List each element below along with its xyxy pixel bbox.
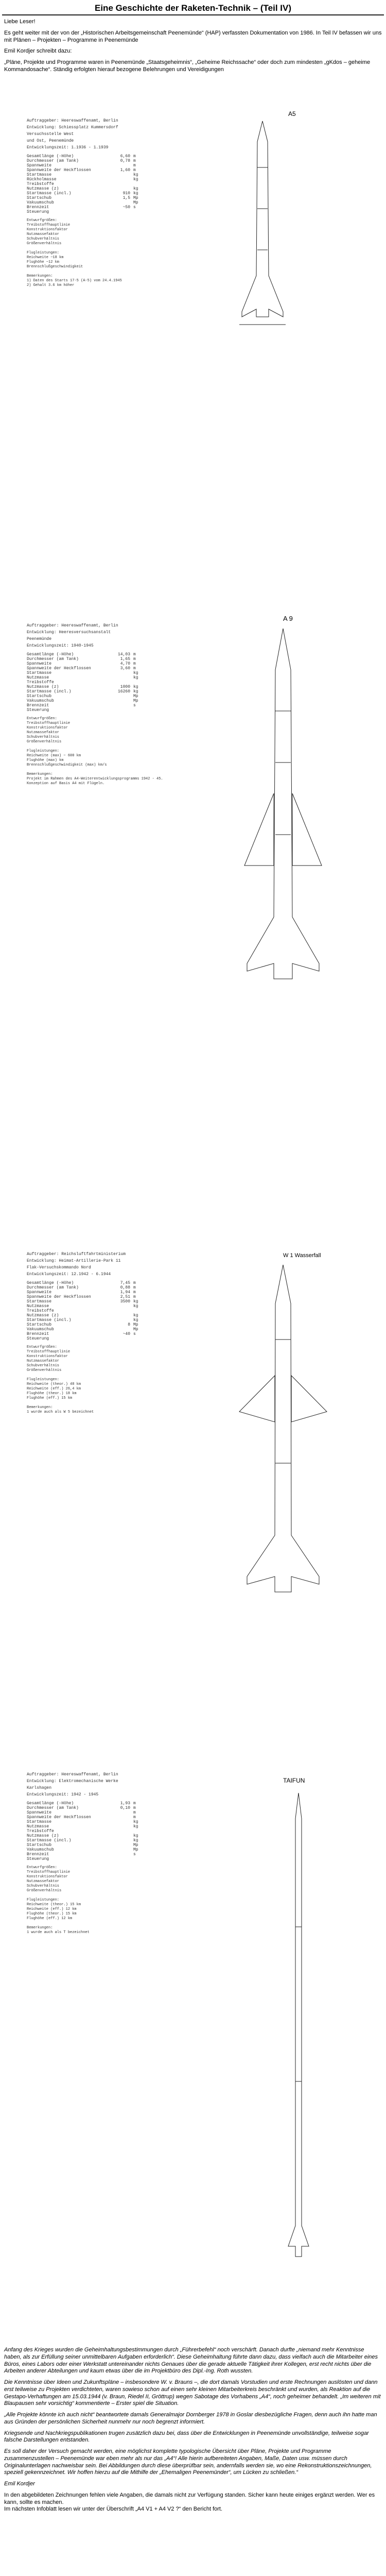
spec-value — [102, 1838, 130, 1843]
spec-value: ~40 — [122, 1332, 130, 1336]
spec-key: Gesamtlänge (-Höhe) — [27, 1801, 74, 1806]
spec-unit: kg — [133, 1299, 138, 1304]
note-line: Brennschlußgeschwindigkeit (max) km/s — [27, 763, 107, 767]
spec-key: Durchmesser (am Tank) — [27, 1806, 79, 1810]
spec-value: 3,60 — [120, 666, 130, 671]
spec-unit: m — [133, 159, 136, 163]
outro-signature: Emil Kordjer — [4, 2481, 35, 2487]
spec-value — [102, 1829, 130, 1834]
spec-unit: kg — [133, 191, 138, 196]
spec-key: Nutzmasse (z) — [27, 1313, 59, 1318]
sheet-subheading: Entwicklung: Heeresversuchsanstalt — [27, 630, 111, 635]
spec-unit: kg — [133, 689, 138, 694]
spec-unit: m — [133, 662, 136, 666]
spec-key: Treibstoffe — [27, 182, 54, 187]
spec-key: Nutzmasse (z) — [27, 187, 59, 191]
spec-key: Brennzeit — [27, 1852, 49, 1857]
note-line: Projekt im Rahmen des A4-Weiterentwicklungsprogramms 1942 - 45. — [27, 777, 163, 781]
spec-value: 8 — [128, 1323, 130, 1327]
spec-value: 2,51 — [120, 1295, 130, 1299]
spec-value — [102, 1309, 130, 1313]
spec-unit: m — [133, 163, 136, 168]
spec-unit: s — [133, 1332, 136, 1336]
spec-unit: kg — [133, 685, 138, 689]
note-line: Flugleistungen: — [27, 749, 60, 753]
spec-key: Nutzmasse (z) — [27, 1834, 59, 1838]
note-line: 2) Gehalt 3.6 km höher — [27, 283, 75, 287]
spec-key: Durchmesser (am Tank) — [27, 657, 79, 662]
page-title: Eine Geschichte der Raketen-Technik – (Teil IV) — [2, 0, 384, 15]
spec-key: Startmasse — [27, 1299, 52, 1304]
spec-unit: kg — [133, 1820, 138, 1824]
rocket-drawing-a5 — [211, 106, 329, 343]
spec-key: Startmasse — [27, 173, 52, 177]
note-line: Größenverhältnis — [27, 1368, 62, 1372]
note-line: Reichweite (theor.) 48 km — [27, 1382, 81, 1386]
spec-key: Startmasse (incl.) — [27, 1838, 72, 1843]
sheet-subheading: Versuchsstelle West — [27, 132, 74, 137]
spec-value — [102, 1810, 130, 1815]
note-line: Entwurfgrößen: — [27, 218, 57, 223]
note-line: Bemerkungen: — [27, 274, 53, 278]
spec-key: Nutzmasse — [27, 1824, 49, 1829]
spec-key: Startmasse (incl.) — [27, 191, 72, 196]
spec-value — [102, 200, 130, 205]
spec-key: Spannweite der Heckflossen — [27, 666, 91, 671]
note-line: Schubverhältnis — [27, 237, 60, 241]
spec-key: Startmasse — [27, 1820, 52, 1824]
spec-value — [102, 182, 130, 187]
spec-unit: kg — [133, 671, 138, 675]
sheet-subheading: Entwicklungszeit: 1940-1945 — [27, 643, 94, 648]
spec-unit: Mp — [133, 200, 138, 205]
sheet-heading: Auftraggeber: Heereswaffenamt, Berlin — [27, 1772, 118, 1777]
note-line: Treibstoffhauptlinie — [27, 223, 71, 227]
note-line: Nutzmassefaktor — [27, 232, 60, 236]
spec-value: 1000 — [120, 685, 130, 689]
spec-value — [102, 694, 130, 699]
rocket-label: A5 — [288, 110, 296, 117]
spec-value — [102, 163, 130, 168]
spec-unit: s — [133, 703, 136, 708]
note-line: Konzeption auf Basis A4 mit Flügeln. — [27, 782, 105, 786]
note-line: Größenverhältnis — [27, 740, 62, 744]
spec-value: 1,94 — [120, 1290, 130, 1295]
note-line: Flughöhe (eff.) 12 km — [27, 1917, 73, 1921]
spec-value: 1,60 — [120, 168, 130, 173]
note-line: Reichweite (eff.) 26,4 km — [27, 1387, 81, 1391]
rocket-drawing-wasserfall — [216, 1247, 350, 1607]
spec-value: 0,10 — [120, 1806, 130, 1810]
spec-value: 3500 — [120, 1299, 130, 1304]
spec-unit — [133, 1309, 149, 1313]
spec-value — [102, 703, 130, 708]
note-line: Entwurfgrößen: — [27, 717, 57, 721]
spec-key: Nutzmasse (z) — [27, 685, 59, 689]
spec-value — [102, 187, 130, 191]
spec-key: Spannweite der Heckflossen — [27, 168, 91, 173]
spec-unit: kg — [133, 1313, 138, 1318]
spec-unit: m — [133, 1801, 136, 1806]
spec-unit: m — [133, 168, 136, 173]
outro-paragraph: Es soll daher der Versuch gemacht werden, eine möglichst komplette typologische Übersicht über Pläne, Projekte und Programme zusammenzustellen – Peenemünde war eben mehr als nur das „A4“! Alle hierin aufbereiteten Angaben, Maße, Daten usw. müssen durch Originalunterlagen nachweisbar sein. Bei Abbildungen durch diese überprüfbar sein, andernfalls werden sie, wo eine Rekonstruktionszeichnungen, speziell gekennzeichnet. Wir hoffen hierzu auf die Mithilfe der „Ehemaligen Peenemünder“, um Lücken zu schließen.“ — [4, 2448, 372, 2476]
rocket-label: W 1 Wasserfall — [283, 1252, 321, 1259]
spec-value — [102, 1834, 130, 1838]
spec-value — [102, 1304, 130, 1309]
spec-unit: Mp — [133, 1848, 138, 1852]
outro-paragraph: Die Kenntnisse über Ideen und Zukunftspläne – insbesondere W. v. Brauns –, die dort damals Vorstudien und erste Rechnungen auslösten und dann erst teilweise zu Projekten verdichteten, waren sowieso schon auf einen sehr kleinen Mitarbeiterkreis beschränkt und wurden, als Reaktion auf die Gestapo-Verhaftungen am 15.03.1944 (v. Braun, Riedel II, Gröttrup) wegen Sabotage des Vorhabens „A4“, noch geheimer behandelt. „Im weiteren mit Blaupausen sehr vorsichtig“ kommentierte – Erster spiel die Situation. — [4, 2379, 381, 2407]
spec-key: Vakuumschub — [27, 699, 54, 703]
intro-paragraph: Es geht weiter mit der von der „Historischen Arbeitsgemeinschaft Peenemünde“ (HAP) verfassten Dokumentation von 1986. In Teil IV befassen wir uns mit Plänen – Projekten – Programme in Peenemünde — [4, 29, 382, 43]
spec-value — [102, 1815, 130, 1820]
spec-key: Brennzeit — [27, 703, 49, 708]
spec-key: Startmasse (incl.) — [27, 689, 72, 694]
spec-key: Vakuumschub — [27, 1327, 54, 1332]
spec-key: Startschub — [27, 1843, 52, 1848]
note-line: Flughöhe (theor.) 18 km — [27, 1392, 77, 1396]
note-line: Konstruktionsfaktor — [27, 1875, 68, 1879]
note-line: Schubverhältnis — [27, 1364, 60, 1368]
spec-unit: m — [133, 1815, 136, 1820]
spec-value — [102, 680, 130, 685]
sheet-subheading: Entwicklung: Schiessplatz Kummersdorf — [27, 125, 118, 130]
spec-unit: s — [133, 205, 136, 210]
spec-value: 14,03 — [117, 652, 130, 657]
note-line: Größenverhältnis — [27, 242, 62, 246]
spec-unit: m — [133, 666, 136, 671]
spec-key: Spannweite der Heckflossen — [27, 1295, 91, 1299]
intro-author-line: Emil Kordjer schreibt dazu: — [4, 48, 72, 55]
spec-unit: kg — [133, 187, 138, 191]
sheet-heading: Auftraggeber: Heereswaffenamt, Berlin — [27, 623, 118, 628]
spec-value — [102, 1336, 130, 1341]
spec-key: Gesamtlänge (-Höhe) — [27, 154, 74, 159]
spec-key: Spannweite — [27, 1290, 52, 1295]
note-line: Entwurfgrößen: — [27, 1866, 57, 1870]
rocket-label: A 9 — [283, 615, 293, 622]
footer-note: In den abgebildeten Zeichnungen fehlen viele Angaben, die damals nicht zur Verfügung standen. Sicher kann heute einiges ergänzt werden. Wer es kann, sollte es machen. Im nächsten Infoblatt lesen wir unter der Überschrift „A4 V1 + A4 V2 ?“ den Bericht fort. — [4, 2492, 375, 2513]
spec-key: Treibstoffe — [27, 1829, 54, 1834]
spec-key: Spannweite der Heckflossen — [27, 1815, 91, 1820]
note-line: Brennschlußgeschwindigkeit — [27, 265, 83, 269]
sheet-heading: Auftraggeber: Reichsluftfahrtministerium — [27, 1252, 126, 1257]
spec-value: 0,88 — [120, 1285, 130, 1290]
spec-value — [102, 1848, 130, 1852]
spec-value: 910 — [122, 191, 130, 196]
spec-value — [102, 1843, 130, 1848]
sheet-subheading: Flak-Versuchskommando Nord — [27, 1265, 91, 1270]
intro-section — [0, 15, 386, 81]
spec-unit: kg — [133, 675, 138, 680]
spec-key: Nutzmasse — [27, 675, 49, 680]
note-line: Schubverhältnis — [27, 1884, 60, 1888]
note-line: Konstruktionsfaktor — [27, 228, 68, 232]
spec-unit — [133, 1336, 149, 1341]
spec-unit: m — [133, 1290, 136, 1295]
sheet-subheading: Entwicklung: Heimat-Artillerie-Park 11 — [27, 1259, 121, 1263]
note-line: Flugleistungen: — [27, 251, 60, 255]
spec-unit — [133, 1857, 149, 1861]
spec-key: Durchmesser (am Tank) — [27, 1285, 79, 1290]
note-line: Flugleistungen: — [27, 1898, 60, 1902]
spec-key: Startmasse — [27, 671, 52, 675]
spec-unit: m — [133, 1285, 136, 1290]
spec-value — [102, 675, 130, 680]
spec-value — [102, 1824, 130, 1829]
spec-key: Startschub — [27, 196, 52, 200]
note-line: Reichweite (max) ~ 600 km — [27, 754, 81, 758]
note-line: Treibstoffhauptlinie — [27, 1870, 71, 1874]
spec-key: Brennzeit — [27, 1332, 49, 1336]
spec-unit: Mp — [133, 196, 138, 200]
note-line: 1 wurde auch als T bezeichnet — [27, 1930, 90, 1935]
note-line: Reichweite (theor.) 15 km — [27, 1903, 81, 1907]
note-line: Konstruktionsfaktor — [27, 1354, 68, 1359]
spec-unit: Mp — [133, 694, 138, 699]
note-line: Nutzmassefaktor — [27, 1359, 60, 1363]
spec-value: 4,70 — [120, 662, 130, 666]
spec-key: Spannweite — [27, 163, 52, 168]
spec-unit: m — [133, 1806, 136, 1810]
spec-unit — [133, 1829, 149, 1834]
note-line: Treibstoffhauptlinie — [27, 1350, 71, 1354]
spec-key: Steuerung — [27, 1857, 49, 1861]
spec-unit: kg — [133, 177, 138, 182]
note-line: Flughöhe ~12 km — [27, 260, 60, 264]
sheet-subheading: Entwicklungszeit: 12.1942 - 6.1944 — [27, 1272, 111, 1277]
spec-key: Durchmesser (am Tank) — [27, 159, 79, 163]
note-line: Konstruktionsfaktor — [27, 726, 68, 730]
spec-unit: kg — [133, 1304, 138, 1309]
spec-unit: kg — [133, 1838, 138, 1843]
sheet-heading: Auftraggeber: Heereswaffenamt, Berlin — [27, 118, 118, 123]
spec-value: 1,93 — [120, 1801, 130, 1806]
spec-unit — [133, 210, 149, 214]
outro-paragraph: Kriegsende und Nachkriegspublikationen trugen zusätzlich dazu bei, dass über die Entwicklungen in Peenemünde unvollständige, teilweise sogar falsche Darstellungen entstanden. — [4, 2430, 369, 2444]
spec-key: Spannweite — [27, 662, 52, 666]
spec-unit: Mp — [133, 1327, 138, 1332]
spec-key: Nutzmasse — [27, 1304, 49, 1309]
spec-key: Gesamtlänge (-Höhe) — [27, 1281, 74, 1285]
outro-section — [0, 2347, 386, 2517]
sheet-subheading: Peenemünde — [27, 637, 52, 641]
spec-value: ~50 — [122, 205, 130, 210]
note-line: Größenverhältnis — [27, 1889, 62, 1893]
spec-value — [102, 699, 130, 703]
spec-unit: m — [133, 1281, 136, 1285]
spec-unit: m — [133, 657, 136, 662]
rocket-drawing-a9 — [232, 608, 345, 999]
note-line: Reichweite (eff.) 12 km — [27, 1907, 77, 1911]
spec-value — [102, 1852, 130, 1857]
sheet-subheading: und Ost, Peenemünde — [27, 139, 74, 143]
spec-value: 1,5 — [122, 196, 130, 200]
spec-unit — [133, 182, 149, 187]
spec-value — [102, 708, 130, 713]
note-line: Flughöhe (eff.) 15 km — [27, 1396, 73, 1400]
note-line: Bemerkungen: — [27, 772, 53, 776]
note-line: 1 wurde auch als W 5 bezeichnet — [27, 1410, 94, 1414]
note-line: Treibstoffhauptlinie — [27, 721, 71, 725]
sheet-subheading: Entwicklung: Elektromechanische Werke — [27, 1779, 118, 1784]
spec-unit — [133, 680, 149, 685]
sheet-subheading: Entwicklungszeit: 1942 - 1945 — [27, 1792, 99, 1797]
spec-unit: m — [133, 1810, 136, 1815]
note-line: Entwurfgrößen: — [27, 1345, 57, 1349]
spec-unit: Mp — [133, 1843, 138, 1848]
spec-key: Vakuumschub — [27, 200, 54, 205]
note-line: 1) Daten des Starts 17-5 (A-5) vom 24.4.1945 — [27, 279, 122, 283]
outro-paragraph: Anfang des Krieges wurden die Geheimhaltungsbestimmungen durch „Führerbefehl“ noch verschärft. Danach durfte „niemand mehr Kenntnisse haben, als zur Erfüllung seiner unmittelbaren Aufgaben erforderlich“. Diese Geheimhaltung führte dann dazu, dass vielfach auch die Mitarbeiter eines Büros, eines Labors oder einer Werkstatt untereinander nichts Genaues über die gerade aktuelle Tätigkeit ihrer Kollegen, erst recht nichts über die Arbeiten anderer Abteilungen und kaum etwas über die im Projektbüro des Dipl.-Ing. Roth wussten. — [4, 2347, 378, 2375]
spec-unit: kg — [133, 173, 138, 177]
spec-value — [102, 1857, 130, 1861]
spec-value — [102, 177, 130, 182]
spec-value — [102, 210, 130, 214]
spec-value — [102, 173, 130, 177]
spec-key: Rückholmasse — [27, 177, 57, 182]
spec-key: Spannweite — [27, 1810, 52, 1815]
spec-unit: kg — [133, 1834, 138, 1838]
note-line: Flughöhe (theor.) 15 km — [27, 1912, 77, 1916]
spec-unit: m — [133, 154, 136, 159]
note-line: Nutzmassefaktor — [27, 1879, 60, 1884]
sheet-subheading: Entwicklungszeit: 1.1936 - 1.1939 — [27, 145, 109, 150]
spec-key: Treibstoffe — [27, 1309, 54, 1313]
note-line: Bemerkungen: — [27, 1405, 53, 1410]
spec-value: 6,60 — [120, 154, 130, 159]
spec-unit: Mp — [133, 699, 138, 703]
spec-value: 16260 — [117, 689, 130, 694]
spec-key: Treibstoffe — [27, 680, 54, 685]
spec-value: 0,78 — [120, 159, 130, 163]
spec-unit — [133, 708, 149, 713]
spec-unit: Mp — [133, 1323, 138, 1327]
spec-key: Gesamtlänge (-Höhe) — [27, 652, 74, 657]
rocket-label: TAIFUN — [283, 1777, 305, 1784]
note-line: Schubverhältnis — [27, 735, 60, 739]
spec-key: Steuerung — [27, 1336, 49, 1341]
spec-value: 7,45 — [120, 1281, 130, 1285]
spec-key: Vakuumschub — [27, 1848, 54, 1852]
note-line: Flughöhe (max) km — [27, 758, 64, 762]
spec-key: Steuerung — [27, 210, 49, 214]
spec-unit: m — [133, 1295, 136, 1299]
spec-value — [102, 671, 130, 675]
note-line: Reichweite ~18 km — [27, 256, 64, 260]
note-line: Bemerkungen: — [27, 1926, 53, 1930]
spec-unit: kg — [133, 1824, 138, 1829]
spec-key: Startschub — [27, 694, 52, 699]
spec-key: Steuerung — [27, 708, 49, 713]
spec-value — [102, 1313, 130, 1318]
rocket-drawing-taifun — [268, 1772, 371, 2287]
spec-value — [102, 1327, 130, 1332]
intro-quote: „Pläne, Projekte und Programme waren in Peenemünde „Staatsgeheimnis“, „Geheime Reichssache“ oder doch zum mindesten „gKdos – geheime Kommandosache“. Ständig erfolgten hierauf bezogene Belehrungen und Vereidigungen — [4, 59, 371, 73]
spec-value — [102, 1820, 130, 1824]
spec-unit: kg — [133, 1318, 138, 1323]
note-line: Nutzmassefaktor — [27, 731, 60, 735]
spec-key: Startmasse (incl.) — [27, 1318, 72, 1323]
spec-unit: s — [133, 1852, 136, 1857]
sheet-subheading: Karlshagen — [27, 1786, 52, 1790]
intro-greeting: Liebe Leser! — [4, 19, 36, 25]
note-line: Flugleistungen: — [27, 1378, 60, 1382]
spec-key: Startschub — [27, 1323, 52, 1327]
spec-value: 1,65 — [120, 657, 130, 662]
spec-key: Brennzeit — [27, 205, 49, 210]
spec-value — [102, 1318, 130, 1323]
outro-paragraph: „Alle Projekte könnte ich auch nicht“ beantwortete damals Generalmajor Dornberger 1978 in Goslar diesbezügliche Fragen, denn auch ihn hatte man aus Gründen der persönlichen Sicherheit nunmehr nur noch begrenzt informiert. — [4, 2412, 377, 2425]
spec-unit: m — [133, 652, 136, 657]
